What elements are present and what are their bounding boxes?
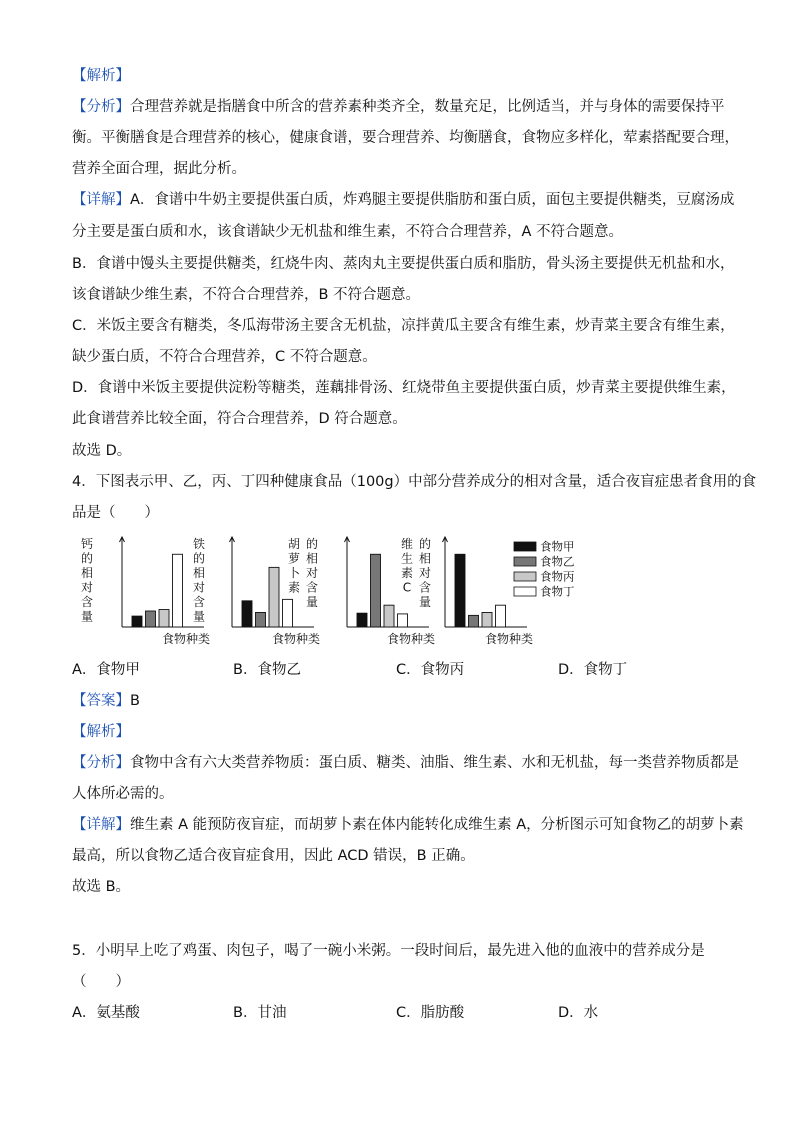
y-label-char: 量 [418, 595, 432, 609]
legend-swatch-ding [514, 587, 536, 596]
chart-1 [81, 537, 210, 646]
q5-option-a: A．氨基酸 [72, 1005, 140, 1021]
y-label-char: C [402, 580, 412, 595]
y-label-char: 素 [287, 580, 301, 595]
bar-1 [357, 613, 367, 627]
q5-option-c: C．脂肪酸 [396, 1005, 465, 1021]
y-label-char: 含 [418, 580, 432, 595]
xiangjie-line-a2: 分主要是蛋白质和水，该食谱缺少无机盐和维生素，不符合合理营养，A 不符合题意。 [72, 224, 624, 240]
y-label-char: 含 [80, 595, 94, 609]
legend-label-yi: 食物乙 [540, 554, 575, 569]
q4-xiangjie-line-1 [72, 815, 744, 835]
bar-4 [496, 605, 506, 627]
legend-swatch-jia [514, 542, 536, 551]
y-label-char: 相 [305, 551, 319, 566]
xiangjie-line-c2: 缺少蛋白质，不符合合理营养，C 不符合题意。 [72, 349, 377, 365]
q4-xiangjie-text: 维生素 A 能预防夜盲症，而胡萝卜素在体内能转化成维生素 A，分析图示可知食物乙的胡萝卜素 [130, 817, 744, 833]
q4-option-c: C．食物丙 [396, 662, 465, 678]
fenxi-tag: 【分析】 [72, 99, 130, 115]
y-label-char: 量 [80, 609, 94, 624]
y-label-char: 相 [192, 566, 206, 580]
y-label-char: 萝 [287, 551, 301, 566]
y-label-char: 钙 [80, 537, 94, 551]
q4-choose-line: 故选 B。 [72, 879, 131, 895]
xiangjie-tag: 【详解】 [72, 192, 130, 208]
y-label-char: 相 [80, 566, 94, 580]
q4-option-d: D．食物丁 [558, 662, 628, 678]
y-label-char: 维 [400, 537, 414, 551]
q4-fenxi-text: 食物中含有六大类营养物质：蛋白质、糖类、油脂、维生素、水和无机盐，每一类营养物质都是 [130, 755, 739, 771]
bar-3 [482, 612, 492, 627]
answer-line [72, 691, 140, 711]
xiangjie-line-c1: C．米饭主要含有糖类，冬瓜海带汤主要含无机盐，凉拌黄瓜主要含有维生素，炒青菜主要含有维生素， [72, 318, 735, 334]
fenxi-text: 合理营养就是指膳食中所含的营养素种类齐全，数量充足，比例适当，并与身体的需要保持平 [130, 99, 725, 115]
bar-3 [159, 610, 169, 627]
q5-option-b: B．甘油 [233, 1005, 287, 1021]
bar-1 [455, 554, 465, 627]
fenxi-line-2: 衡。平衡膳食是合理营养的核心，健康食谱，要合理营养、均衡膳食，食物应多样化，荤素搭配要合理， [72, 130, 739, 146]
xiangjie-text: A．食谱中牛奶主要提供蛋白质，炸鸡腿主要提供脂肪和蛋白质，面包主要提供糖类，豆腐汤成 [130, 192, 735, 208]
bar-1 [132, 616, 142, 627]
y-label-char: 对 [192, 580, 206, 595]
y-label-char: 对 [80, 580, 94, 595]
q4-jiexi-tag: 【解析】 [72, 724, 130, 740]
xiangjie-line-d1: D．食谱中米饭主要提供淀粉等糖类，莲藕排骨汤、红烧带鱼主要提供蛋白质，炒青菜主要提供维生素， [72, 380, 736, 396]
chart-4 [401, 536, 533, 646]
q4-xiangjie-line-2: 最高，所以食物乙适合夜盲症食用，因此 ACD 错误，B 正确。 [72, 848, 475, 864]
answer-tag: 【答案】 [72, 693, 130, 709]
y-label-char: 的 [80, 551, 94, 566]
bar-4 [173, 554, 183, 627]
y-label-char: 量 [192, 609, 206, 624]
choose-line: 故选 D。 [72, 443, 132, 459]
bar-2 [146, 611, 156, 627]
q4-option-a: A．食物甲 [72, 662, 140, 678]
bar-3 [384, 605, 394, 627]
nutrient-bar-charts [72, 535, 592, 650]
q4-xiangjie-tag: 【详解】 [72, 817, 130, 833]
q5-stem-line-2: （ ） [72, 974, 130, 990]
x-axis-label: 食物种类 [271, 632, 321, 646]
bar-4 [398, 614, 408, 627]
y-label-char: 对 [305, 566, 319, 580]
jiexi-tag: 【解析】 [72, 68, 130, 84]
bar-3 [269, 567, 279, 627]
y-label-char: 的 [192, 551, 206, 566]
xiangjie-line-b1: B．食谱中馒头主要提供糖类，红烧牛肉、蒸肉丸主要提供蛋白质和脂肪，骨头汤主要提供无机盐和水， [72, 256, 735, 272]
bar-2 [371, 554, 381, 627]
y-label-char: 相 [418, 551, 432, 566]
legend-swatch-bing [514, 572, 536, 581]
y-label-char: 胡 [287, 537, 301, 551]
x-axis-label: 食物种类 [161, 632, 211, 646]
q4-stem-line-1: 4．下图表示甲、乙，丙、丁四种健康食品（100g）中部分营养成分的相对含量，适合夜盲症患者食用的食 [72, 474, 757, 490]
y-label-char: 含 [192, 595, 206, 609]
chart-2 [193, 536, 320, 646]
legend-label-jia: 食物甲 [540, 539, 575, 554]
y-label-char: 的 [418, 537, 432, 551]
fenxi-line-3: 营养全面合理，据此分析。 [72, 161, 246, 177]
xiangjie-line-a1 [72, 190, 734, 210]
xiangjie-line-b2: 该食谱缺少维生素，不符合合理营养，B 不符合题意。 [72, 287, 421, 303]
answer-value: B [130, 693, 140, 709]
bar-2 [469, 615, 479, 627]
y-label-char: 生 [400, 551, 414, 566]
q4-fenxi-line-2: 人体所必需的。 [72, 786, 174, 802]
fenxi-line-1 [72, 97, 725, 117]
y-label-char: 卜 [287, 566, 301, 580]
y-label-char: 量 [305, 595, 319, 609]
bar-1 [242, 601, 252, 627]
bar-4 [283, 599, 293, 627]
q5-option-d: D．水 [558, 1005, 599, 1021]
q4-fenxi-tag: 【分析】 [72, 755, 130, 771]
x-axis-label: 食物种类 [484, 632, 534, 646]
y-label-char: 含 [305, 580, 319, 595]
y-label-char: 铁 [192, 537, 206, 551]
legend-label-bing: 食物丙 [540, 569, 575, 584]
legend-label-ding: 食物丁 [540, 584, 575, 599]
chart-legend [514, 540, 575, 599]
bar-2 [256, 612, 266, 627]
x-axis-label: 食物种类 [386, 632, 436, 646]
q5-stem-line-1: 5．小明早上吃了鸡蛋、肉包子，喝了一碗小米粥。一段时间后，最先进入他的血液中的营养成分是 [72, 943, 705, 959]
y-label-char: 对 [418, 566, 432, 580]
q4-fenxi-line-1 [72, 753, 739, 773]
q4-stem-line-2: 品是（ ） [72, 505, 159, 521]
legend-swatch-yi [514, 557, 536, 566]
y-label-char: 的 [305, 537, 319, 551]
q4-option-b: B．食物乙 [233, 662, 301, 678]
y-label-char: 素 [400, 566, 414, 580]
xiangjie-line-d2: 此食谱营养比较全面，符合合理营养，D 符合题意。 [72, 411, 407, 427]
